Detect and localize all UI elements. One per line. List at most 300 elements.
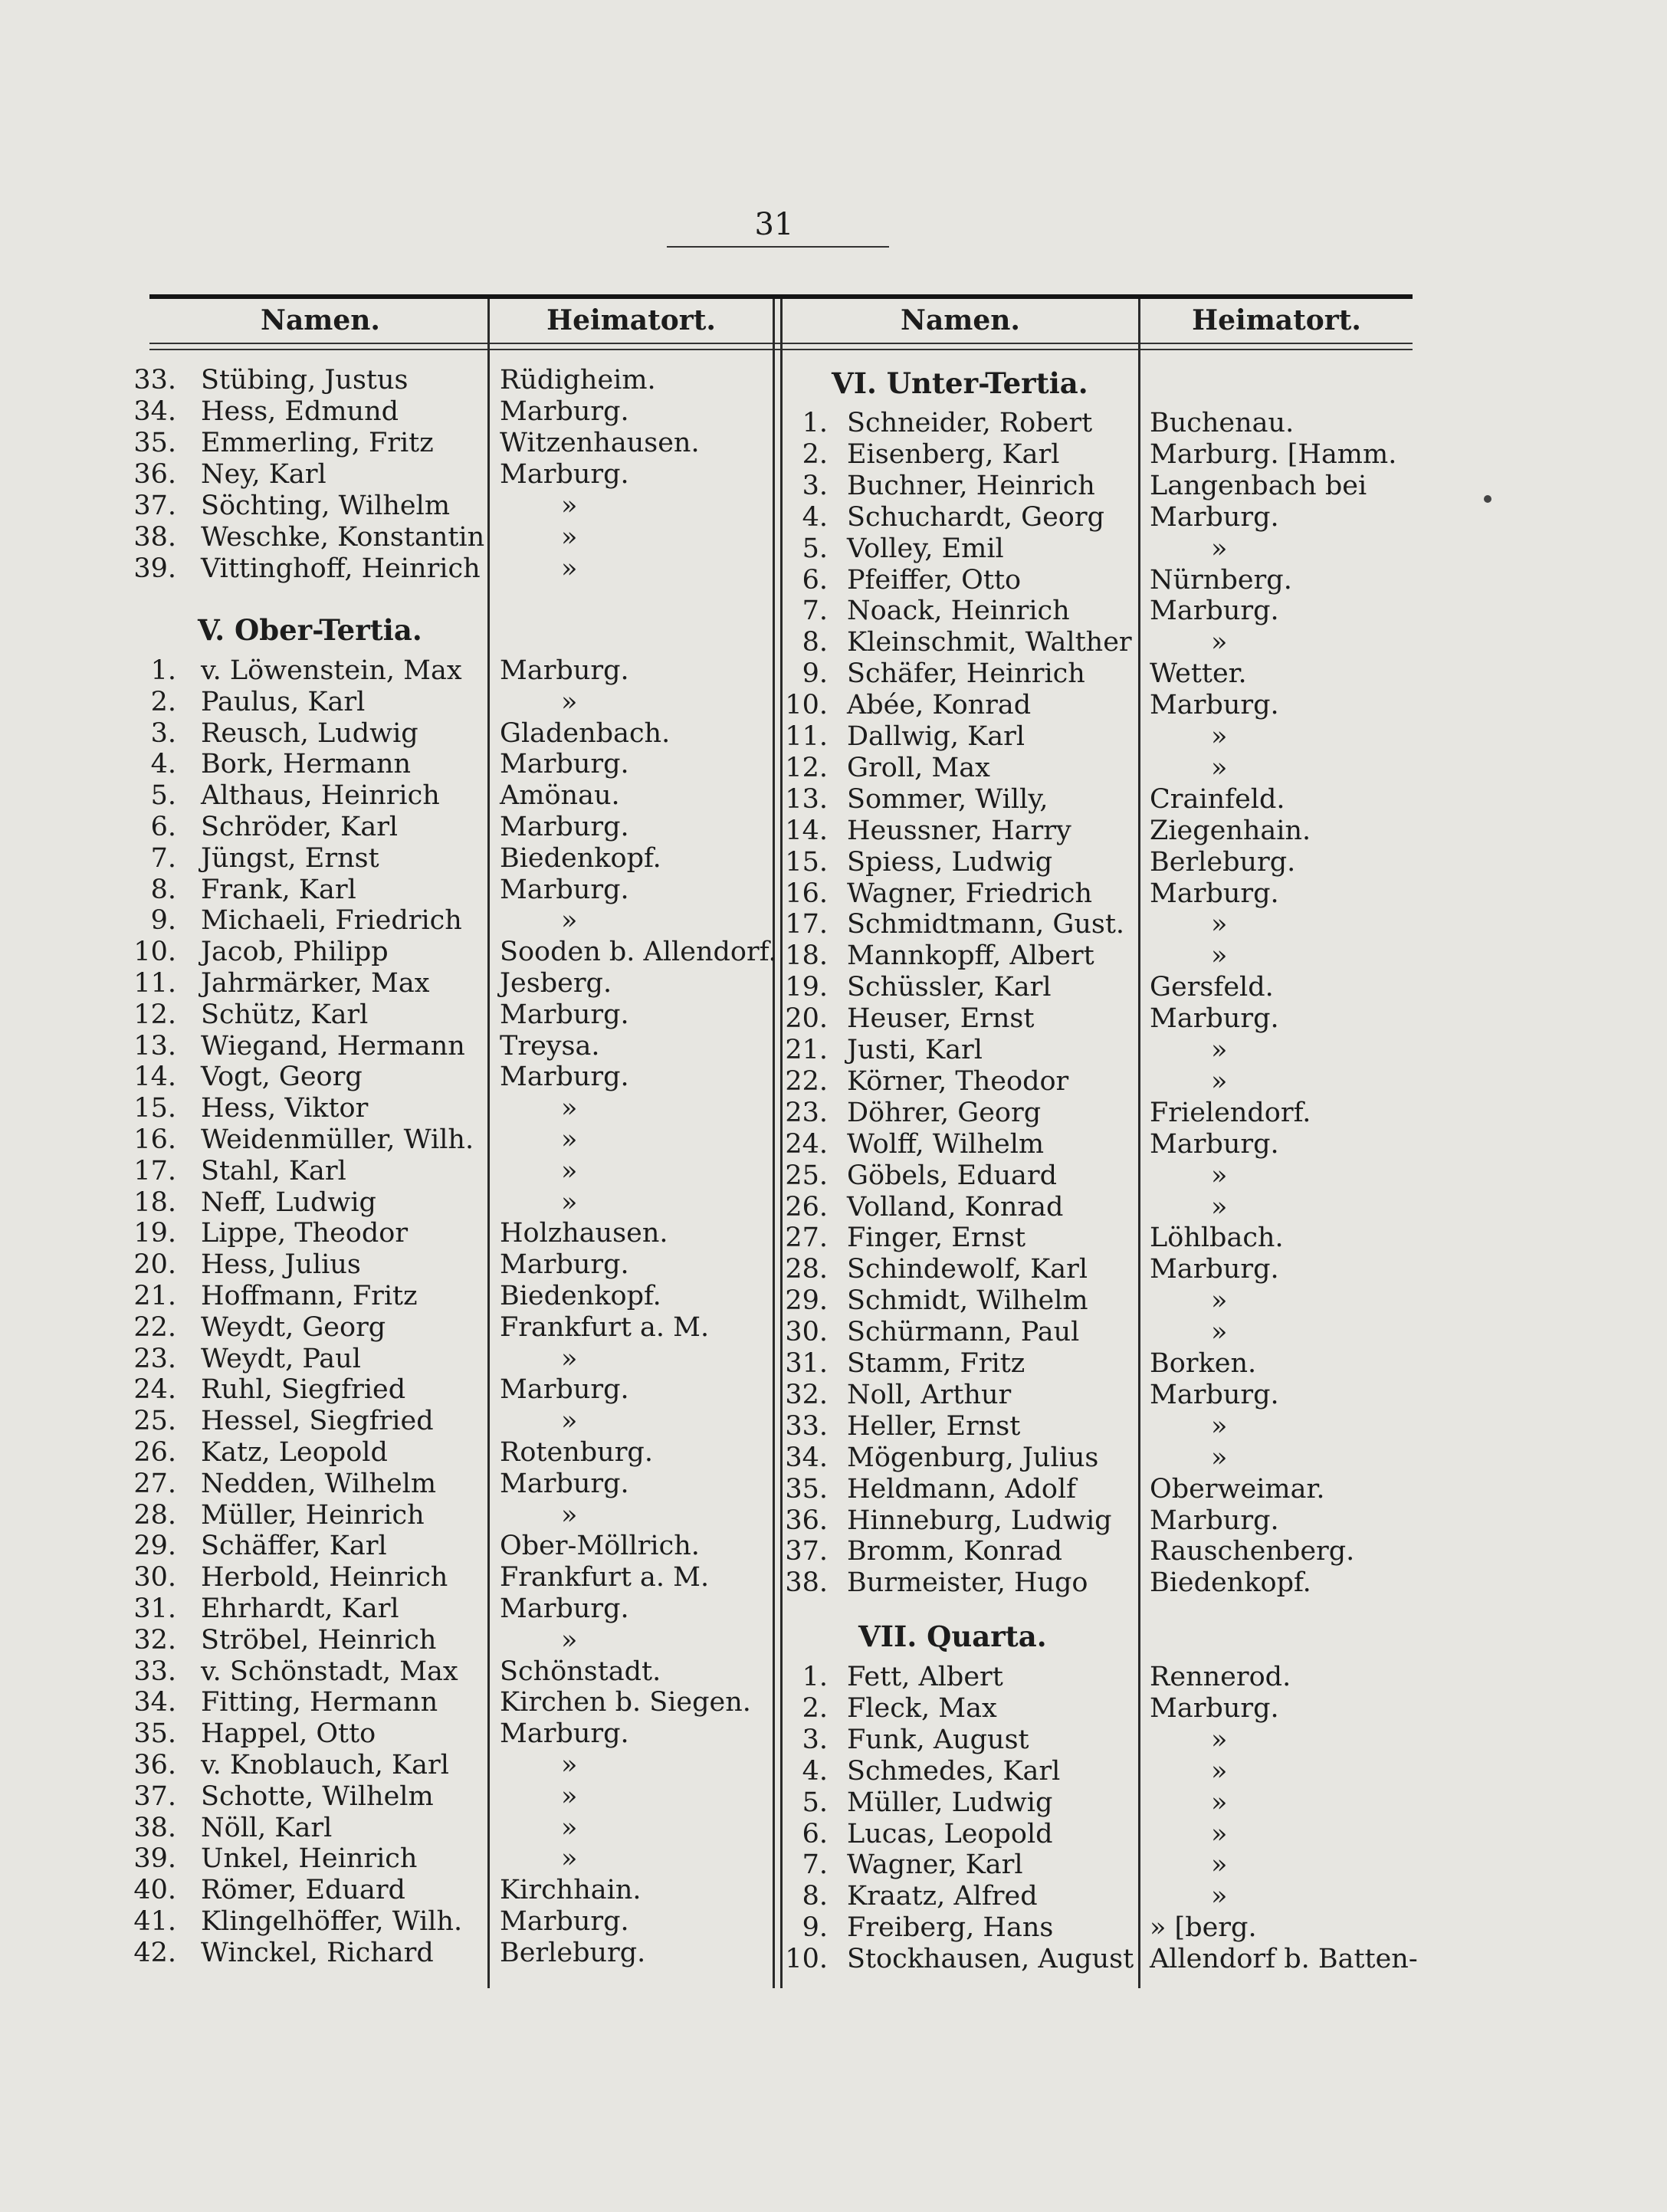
student-name: Althaus, Heinrich [201,780,440,812]
column-divider [1138,299,1140,1988]
row-number: 27. [133,1468,176,1499]
student-name: Emmerling, Fritz [201,428,434,458]
hometown: Rauschenberg. [1150,1536,1355,1567]
hometown: » [561,1780,578,1812]
row-number: 17. [133,1155,176,1186]
student-name: Schotte, Wilhelm [201,1780,434,1812]
hometown: Marburg. [500,749,629,780]
hometown: Ziegenhain. [1150,815,1311,846]
student-name: Müller, Heinrich [201,1499,425,1531]
row-number: 39. [133,1843,176,1875]
student-name: Fitting, Hermann [201,1687,438,1718]
hometown: Marburg. [500,655,629,686]
student-name: Funk, August [847,1724,1029,1755]
hometown: Langenbach bei [1150,470,1367,501]
hometown: Marburg. [1150,878,1279,909]
student-name: Hinneburg, Ludwig [847,1505,1112,1536]
hometown: Rennerod. [1150,1662,1291,1692]
hometown: Marburg. [500,1906,629,1937]
row-number: 8. [150,874,176,905]
row-number: 40. [133,1875,176,1906]
row-number: 38. [785,1567,828,1599]
hometown: Nürnberg. [1150,564,1292,596]
row-number: 5. [150,780,176,812]
row-number: 6. [150,812,176,842]
row-number: 11. [785,721,828,752]
student-name: Kraatz, Alfred [847,1881,1038,1912]
student-name: Schindewolf, Karl [847,1254,1088,1285]
hometown: Sooden b. Allendorf. [500,937,777,968]
hometown: » [561,553,578,584]
hometown: Frielendorf. [1150,1097,1311,1128]
student-name: Herbold, Heinrich [201,1562,448,1593]
student-name: Jahrmärker, Max [201,968,430,999]
hometown: » [561,1406,578,1437]
hometown: Crainfeld. [1150,783,1285,815]
student-name: Göbels, Eduard [847,1160,1058,1191]
page-number-rule [667,246,889,248]
row-number: 7. [802,1849,828,1881]
hometown: Biedenkopf. [1150,1567,1311,1599]
row-number: 20. [133,1249,176,1281]
student-name: Schmidt, Wilhelm [847,1285,1088,1317]
student-name: Ströbel, Heinrich [201,1624,437,1656]
hometown: Frankfurt a. M. [500,1562,710,1593]
student-name: Reusch, Ludwig [201,717,418,749]
hometown: » [561,1093,578,1124]
hometown: » [561,686,578,717]
student-name: Noll, Arthur [847,1379,1012,1410]
section-heading-vii: VII. Quarta. [858,1620,1047,1653]
hometown: Biedenkopf. [500,1281,661,1311]
hometown: Marburg. [500,1249,629,1281]
row-number: 33. [785,1410,828,1442]
column-divider [487,299,490,1988]
row-number: 22. [133,1311,176,1343]
row-number: 27. [785,1223,828,1254]
student-name: Schuchardt, Georg [847,501,1105,533]
student-name: Hessel, Siegfried [201,1406,434,1437]
row-number: 8. [802,627,828,658]
student-name: Vittinghoff, Heinrich [201,553,481,584]
student-name: v. Schönstadt, Max [201,1656,458,1687]
header-name-left: Namen. [261,304,380,336]
student-name: Bork, Hermann [201,749,412,780]
row-number: 2. [150,686,176,717]
student-name: Spiess, Ludwig [847,846,1053,878]
hometown: Rüdigheim. [500,365,656,395]
student-name: Körner, Theodor [847,1065,1069,1097]
row-number: 38. [133,522,176,553]
student-name: Stockhausen, August [847,1944,1134,1975]
hometown: Borken. [1150,1348,1257,1379]
hometown: » [561,491,578,521]
student-name: Klingelhöffer, Wilh. [201,1906,463,1937]
hometown: » [1211,1442,1228,1473]
student-name: Weidenmüller, Wilh. [201,1124,474,1155]
hometown: Marburg. [500,459,629,490]
hometown: Marburg. [500,1593,629,1624]
row-number: 14. [785,815,828,846]
row-number: 3. [802,1724,828,1755]
hometown: Marburg. [1150,1128,1279,1160]
student-name: Hess, Julius [201,1249,361,1281]
hometown: » [1211,909,1228,940]
hometown: Marburg. [1150,1003,1279,1035]
hometown: Marburg. [500,999,629,1030]
hometown: Kirchen b. Siegen. [500,1687,751,1718]
row-number: 38. [133,1812,176,1843]
student-name: Schüssler, Karl [847,972,1052,1003]
row-number: 18. [133,1186,176,1218]
student-name: Sommer, Willy, [847,783,1048,815]
hometown: » [1211,533,1228,564]
hometown: » [1211,1065,1228,1097]
student-name: Burmeister, Hugo [847,1567,1088,1599]
row-number: 39. [133,553,176,584]
row-number: 23. [133,1343,176,1374]
student-name: Stamm, Fritz [847,1348,1025,1379]
row-number: 10. [785,690,828,721]
row-number: 36. [133,459,176,490]
hometown: Ober-Möllrich. [500,1531,700,1562]
row-number: 25. [785,1160,828,1191]
row-number: 14. [133,1062,176,1093]
row-number: 34. [133,396,176,427]
hometown: Gersfeld. [1150,972,1274,1003]
student-name: Freiberg, Hans [847,1912,1054,1944]
row-number: 31. [785,1348,828,1379]
row-number: 19. [785,972,828,1003]
hometown: Holzhausen. [500,1218,668,1249]
row-number: 26. [785,1191,828,1223]
hometown: » [1211,752,1228,783]
hometown: Biedenkopf. [500,842,661,874]
student-name: Lucas, Leopold [847,1818,1053,1849]
student-name: Vogt, Georg [201,1062,363,1093]
hometown: » [561,1624,578,1656]
student-name: Lippe, Theodor [201,1218,409,1249]
student-name: Hess, Viktor [201,1093,369,1124]
hometown: » [561,522,578,553]
row-number: 2. [802,1692,828,1724]
row-number: 10. [785,1944,828,1975]
row-number: 29. [785,1285,828,1317]
hometown: Wetter. [1150,658,1247,690]
student-name: Bromm, Konrad [847,1536,1062,1567]
row-number: 1. [802,408,828,438]
student-name: Nöll, Karl [201,1812,333,1843]
row-number: 33. [133,1656,176,1687]
row-number: 12. [785,752,828,783]
hometown: Marburg. [1150,596,1279,627]
hometown: » [1211,1724,1228,1755]
hometown: Marburg. [500,1468,629,1499]
row-number: 34. [133,1687,176,1718]
student-name: Ruhl, Siegfried [201,1374,406,1406]
student-name: v. Löwenstein, Max [201,655,462,686]
hometown: Marburg. [Hamm. [1150,438,1397,470]
hometown: Marburg. [1150,1505,1279,1536]
row-number: 26. [133,1437,176,1468]
row-number: 35. [133,428,176,458]
student-name: Mannkopff, Albert [847,940,1094,972]
row-number: 13. [133,1030,176,1062]
hometown: Buchenau. [1150,408,1295,438]
hometown: » [1211,1818,1228,1849]
student-name: Stübing, Justus [201,365,409,395]
student-name: Schäfer, Heinrich [847,658,1085,690]
hometown: Allendorf b. Batten- [1150,1944,1418,1975]
student-name: Hoffmann, Fritz [201,1281,418,1311]
hometown: » [1211,1410,1228,1442]
student-name: Ney, Karl [201,459,327,490]
hometown: » [1211,627,1228,658]
hometown: Amönau. [500,780,620,812]
student-name: Wolff, Wilhelm [847,1128,1045,1160]
row-number: 13. [785,783,828,815]
hometown: » [561,1843,578,1875]
row-number: 28. [785,1254,828,1285]
student-name: Neff, Ludwig [201,1186,376,1218]
student-name: Döhrer, Georg [847,1097,1042,1128]
row-number: 41. [133,1906,176,1937]
student-name: Ehrhardt, Karl [201,1593,399,1624]
row-number: 16. [785,878,828,909]
row-number: 33. [133,365,176,395]
student-name: Heldmann, Adolf [847,1473,1077,1505]
row-number: 36. [785,1505,828,1536]
student-name: Noack, Heinrich [847,596,1070,627]
section-heading-v: V. Ober-Tertia. [198,613,422,647]
student-name: Dallwig, Karl [847,721,1025,752]
hometown: » [561,1812,578,1843]
student-name: Frank, Karl [201,874,356,905]
student-name: Katz, Leopold [201,1437,388,1468]
row-number: 17. [785,909,828,940]
student-name: Jüngst, Ernst [201,842,379,874]
row-number: 16. [133,1124,176,1155]
student-name: Happel, Otto [201,1718,376,1750]
row-number: 18. [785,940,828,972]
student-name: Schürmann, Paul [847,1317,1080,1348]
row-number: 37. [133,491,176,521]
row-number: 9. [802,658,828,690]
hometown: » [1211,1787,1228,1818]
hometown: » [561,1750,578,1780]
hometown: » [1211,1160,1228,1191]
row-number: 15. [785,846,828,878]
row-number: 5. [802,1787,828,1818]
hometown: Marburg. [1150,1692,1279,1724]
student-name: Schmedes, Karl [847,1755,1061,1787]
header-name-right: Namen. [901,304,1020,336]
row-number: 23. [785,1097,828,1128]
student-name: Eisenberg, Karl [847,438,1060,470]
hometown: Marburg. [500,396,629,427]
hometown: Berleburg. [1150,846,1296,878]
row-number: 15. [133,1093,176,1124]
hometown: Marburg. [1150,1254,1279,1285]
hometown: Jesberg. [500,968,612,999]
hometown: Marburg. [500,1374,629,1406]
row-number: 4. [802,501,828,533]
page-number: 31 [754,207,794,242]
header-place-right: Heimatort. [1192,304,1361,336]
student-name: Finger, Ernst [847,1223,1026,1254]
student-name: Justi, Karl [847,1035,983,1065]
hometown: » [561,1186,578,1218]
row-number: 22. [785,1065,828,1097]
row-number: 21. [785,1035,828,1065]
row-number: 32. [133,1624,176,1656]
student-name: Wiegand, Hermann [201,1030,465,1062]
row-number: 28. [133,1499,176,1531]
student-name: Unkel, Heinrich [201,1843,418,1875]
hometown: » [561,1499,578,1531]
row-number: 19. [133,1218,176,1249]
row-number: 3. [150,717,176,749]
hometown: Rotenburg. [500,1437,653,1468]
row-number: 5. [802,533,828,564]
section-heading-vi: VI. Unter-Tertia. [832,366,1088,400]
hometown: Marburg. [1150,690,1279,721]
student-name: Michaeli, Friedrich [201,905,462,937]
hometown: Marburg. [1150,501,1279,533]
row-number: 10. [133,937,176,968]
row-number: 24. [133,1374,176,1406]
hometown: » [1211,721,1228,752]
student-name: Heuser, Ernst [847,1003,1035,1035]
student-name: Römer, Eduard [201,1875,405,1906]
row-number: 24. [785,1128,828,1160]
student-name: Wagner, Friedrich [847,878,1092,909]
hometown: Schönstadt. [500,1656,661,1687]
student-name: Heller, Ernst [847,1410,1021,1442]
student-name: Stahl, Karl [201,1155,346,1186]
row-number: 35. [785,1473,828,1505]
student-name: Buchner, Heinrich [847,470,1095,501]
student-name: Pfeiffer, Otto [847,564,1022,596]
hometown: » [1211,1881,1228,1912]
student-name: Schäffer, Karl [201,1531,387,1562]
hometown: » [1211,1755,1228,1787]
student-name: Fett, Albert [847,1662,1003,1692]
hometown: » [berg. [1150,1912,1257,1944]
margin-dot [1484,495,1491,503]
row-number: 4. [802,1755,828,1787]
hometown: Löhlbach. [1150,1223,1284,1254]
hometown: » [561,905,578,937]
row-number: 11. [133,968,176,999]
row-number: 1. [802,1662,828,1692]
student-name: Schütz, Karl [201,999,369,1030]
row-number: 9. [802,1912,828,1944]
hometown: » [1211,1285,1228,1317]
hometown: » [1211,940,1228,972]
hometown: Frankfurt a. M. [500,1311,710,1343]
student-name: Wagner, Karl [847,1849,1023,1881]
row-number: 21. [133,1281,176,1311]
row-number: 6. [802,1818,828,1849]
hometown: » [561,1155,578,1186]
row-number: 30. [785,1317,828,1348]
student-name: Volland, Konrad [847,1191,1064,1223]
hometown: » [1211,1317,1228,1348]
hometown: » [1211,1191,1228,1223]
student-name: Hess, Edmund [201,396,399,427]
header-place-left: Heimatort. [546,304,716,336]
row-number: 9. [150,905,176,937]
student-name: Abée, Konrad [847,690,1032,721]
row-number: 4. [150,749,176,780]
hometown: » [1211,1849,1228,1881]
row-number: 2. [802,438,828,470]
row-number: 34. [785,1442,828,1473]
hometown: Kirchhain. [500,1875,642,1906]
student-name: Jacob, Philipp [201,937,389,968]
student-name: Weschke, Konstantin [201,522,485,553]
row-number: 35. [133,1718,176,1750]
row-number: 8. [802,1881,828,1912]
student-name: Schmidtmann, Gust. [847,909,1125,940]
hometown: Marburg. [1150,1379,1279,1410]
row-number: 20. [785,1003,828,1035]
hometown: » [561,1124,578,1155]
row-number: 42. [133,1937,176,1968]
row-number: 37. [785,1536,828,1567]
hometown: Treysa. [500,1030,600,1062]
hometown: Witzenhausen. [500,428,700,458]
student-name: Groll, Max [847,752,990,783]
hometown: Marburg. [500,874,629,905]
student-name: Schneider, Robert [847,408,1093,438]
student-name: Heussner, Harry [847,815,1071,846]
student-name: v. Knoblauch, Karl [201,1750,449,1780]
hometown: Berleburg. [500,1937,646,1968]
student-name: Nedden, Wilhelm [201,1468,437,1499]
row-number: 36. [133,1750,176,1780]
hometown: Marburg. [500,1718,629,1750]
hometown: Gladenbach. [500,717,671,749]
student-name: Paulus, Karl [201,686,366,717]
row-number: 30. [133,1562,176,1593]
hometown: Marburg. [500,812,629,842]
row-number: 29. [133,1531,176,1562]
student-name: Mögenburg, Julius [847,1442,1099,1473]
hometown: » [1211,1035,1228,1065]
student-name: Schröder, Karl [201,812,399,842]
hometown: » [561,1343,578,1374]
student-name: Weydt, Georg [201,1311,386,1343]
row-number: 25. [133,1406,176,1437]
student-name: Volley, Emil [847,533,1004,564]
student-name: Söchting, Wilhelm [201,491,451,521]
hometown: Marburg. [500,1062,629,1093]
row-number: 1. [150,655,176,686]
row-number: 6. [802,564,828,596]
student-name: Winckel, Richard [201,1937,434,1968]
row-number: 31. [133,1593,176,1624]
row-number: 37. [133,1780,176,1812]
hometown: Oberweimar. [1150,1473,1325,1505]
row-number: 32. [785,1379,828,1410]
row-number: 3. [802,470,828,501]
student-name: Weydt, Paul [201,1343,361,1374]
row-number: 7. [802,596,828,627]
student-name: Müller, Ludwig [847,1787,1053,1818]
row-number: 7. [150,842,176,874]
